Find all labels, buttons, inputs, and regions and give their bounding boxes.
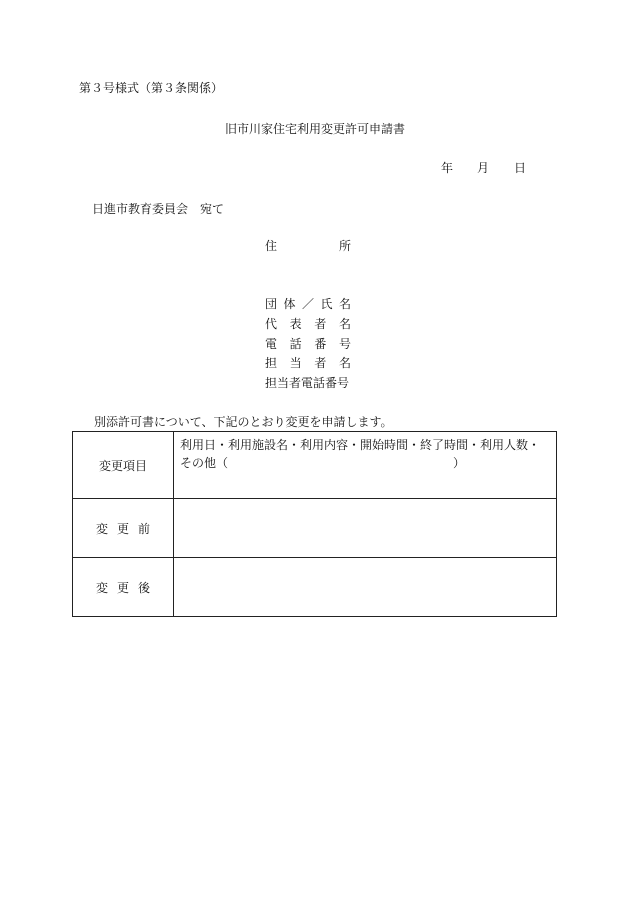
document-title: 旧市川家住宅利用変更許可申請書 <box>224 122 405 136</box>
field-char: 所 <box>338 239 351 253</box>
date-day: 日 <box>514 161 527 175</box>
field-char: 担 <box>265 356 278 370</box>
field-phone <box>265 338 351 350</box>
field-char: 体 <box>283 297 296 311</box>
addressee: 日進市教育委員会 宛て <box>92 202 225 216</box>
intro-text: 別添許可書について、下記のとおり変更を申請します。 <box>94 415 393 429</box>
row-label-char: 変 <box>95 521 108 536</box>
field-char: 号 <box>338 337 351 351</box>
change-items-cell[interactable] <box>174 432 557 499</box>
field-char: 氏 <box>320 297 333 311</box>
field-char: 電 <box>265 337 278 351</box>
table-row <box>73 499 557 558</box>
date-month: 月 <box>477 161 490 175</box>
change-table <box>72 431 557 617</box>
row-label-char: 変 <box>95 580 108 595</box>
after-change-cell[interactable] <box>174 558 557 617</box>
field-char: 団 <box>265 297 278 311</box>
other-open: その他（ <box>180 456 229 470</box>
other-close: ） <box>452 456 465 470</box>
field-contact-person <box>265 357 351 369</box>
field-organization-name <box>265 298 351 310</box>
form-number: 第３号様式（第３条関係） <box>79 81 224 95</box>
date-year: 年 <box>441 161 454 175</box>
row-label-cell <box>73 499 174 558</box>
field-char: 当 <box>289 356 302 370</box>
field-char: 代 <box>265 317 278 331</box>
field-char: ／ <box>301 297 314 311</box>
field-char: 番 <box>314 337 327 351</box>
row-label-cell <box>73 432 174 499</box>
field-char: 名 <box>338 297 351 311</box>
other-line <box>180 454 465 472</box>
row-label-char: 更 <box>116 580 129 595</box>
row-label-char: 後 <box>138 580 151 595</box>
field-representative <box>265 318 351 330</box>
field-char: 住 <box>265 239 278 253</box>
change-items-options: 利用日・利用施設名・利用内容・開始時間・終了時間・利用人数・ <box>180 438 541 452</box>
field-char: 話 <box>289 337 302 351</box>
row-label-cell <box>73 558 174 617</box>
field-address <box>265 240 351 252</box>
field-char: 者 <box>314 317 327 331</box>
field-char: 名 <box>338 317 351 331</box>
row-label-char: 更 <box>116 521 129 536</box>
row-label-char: 前 <box>138 521 151 536</box>
field-char: 名 <box>338 356 351 370</box>
field-contact-phone: 担当者電話番号 <box>265 376 350 390</box>
field-char: 者 <box>314 356 327 370</box>
row-label: 変更項目 <box>98 458 147 473</box>
field-char: 表 <box>289 317 302 331</box>
table-row <box>73 558 557 617</box>
table-row <box>73 432 557 499</box>
before-change-cell[interactable] <box>174 499 557 558</box>
